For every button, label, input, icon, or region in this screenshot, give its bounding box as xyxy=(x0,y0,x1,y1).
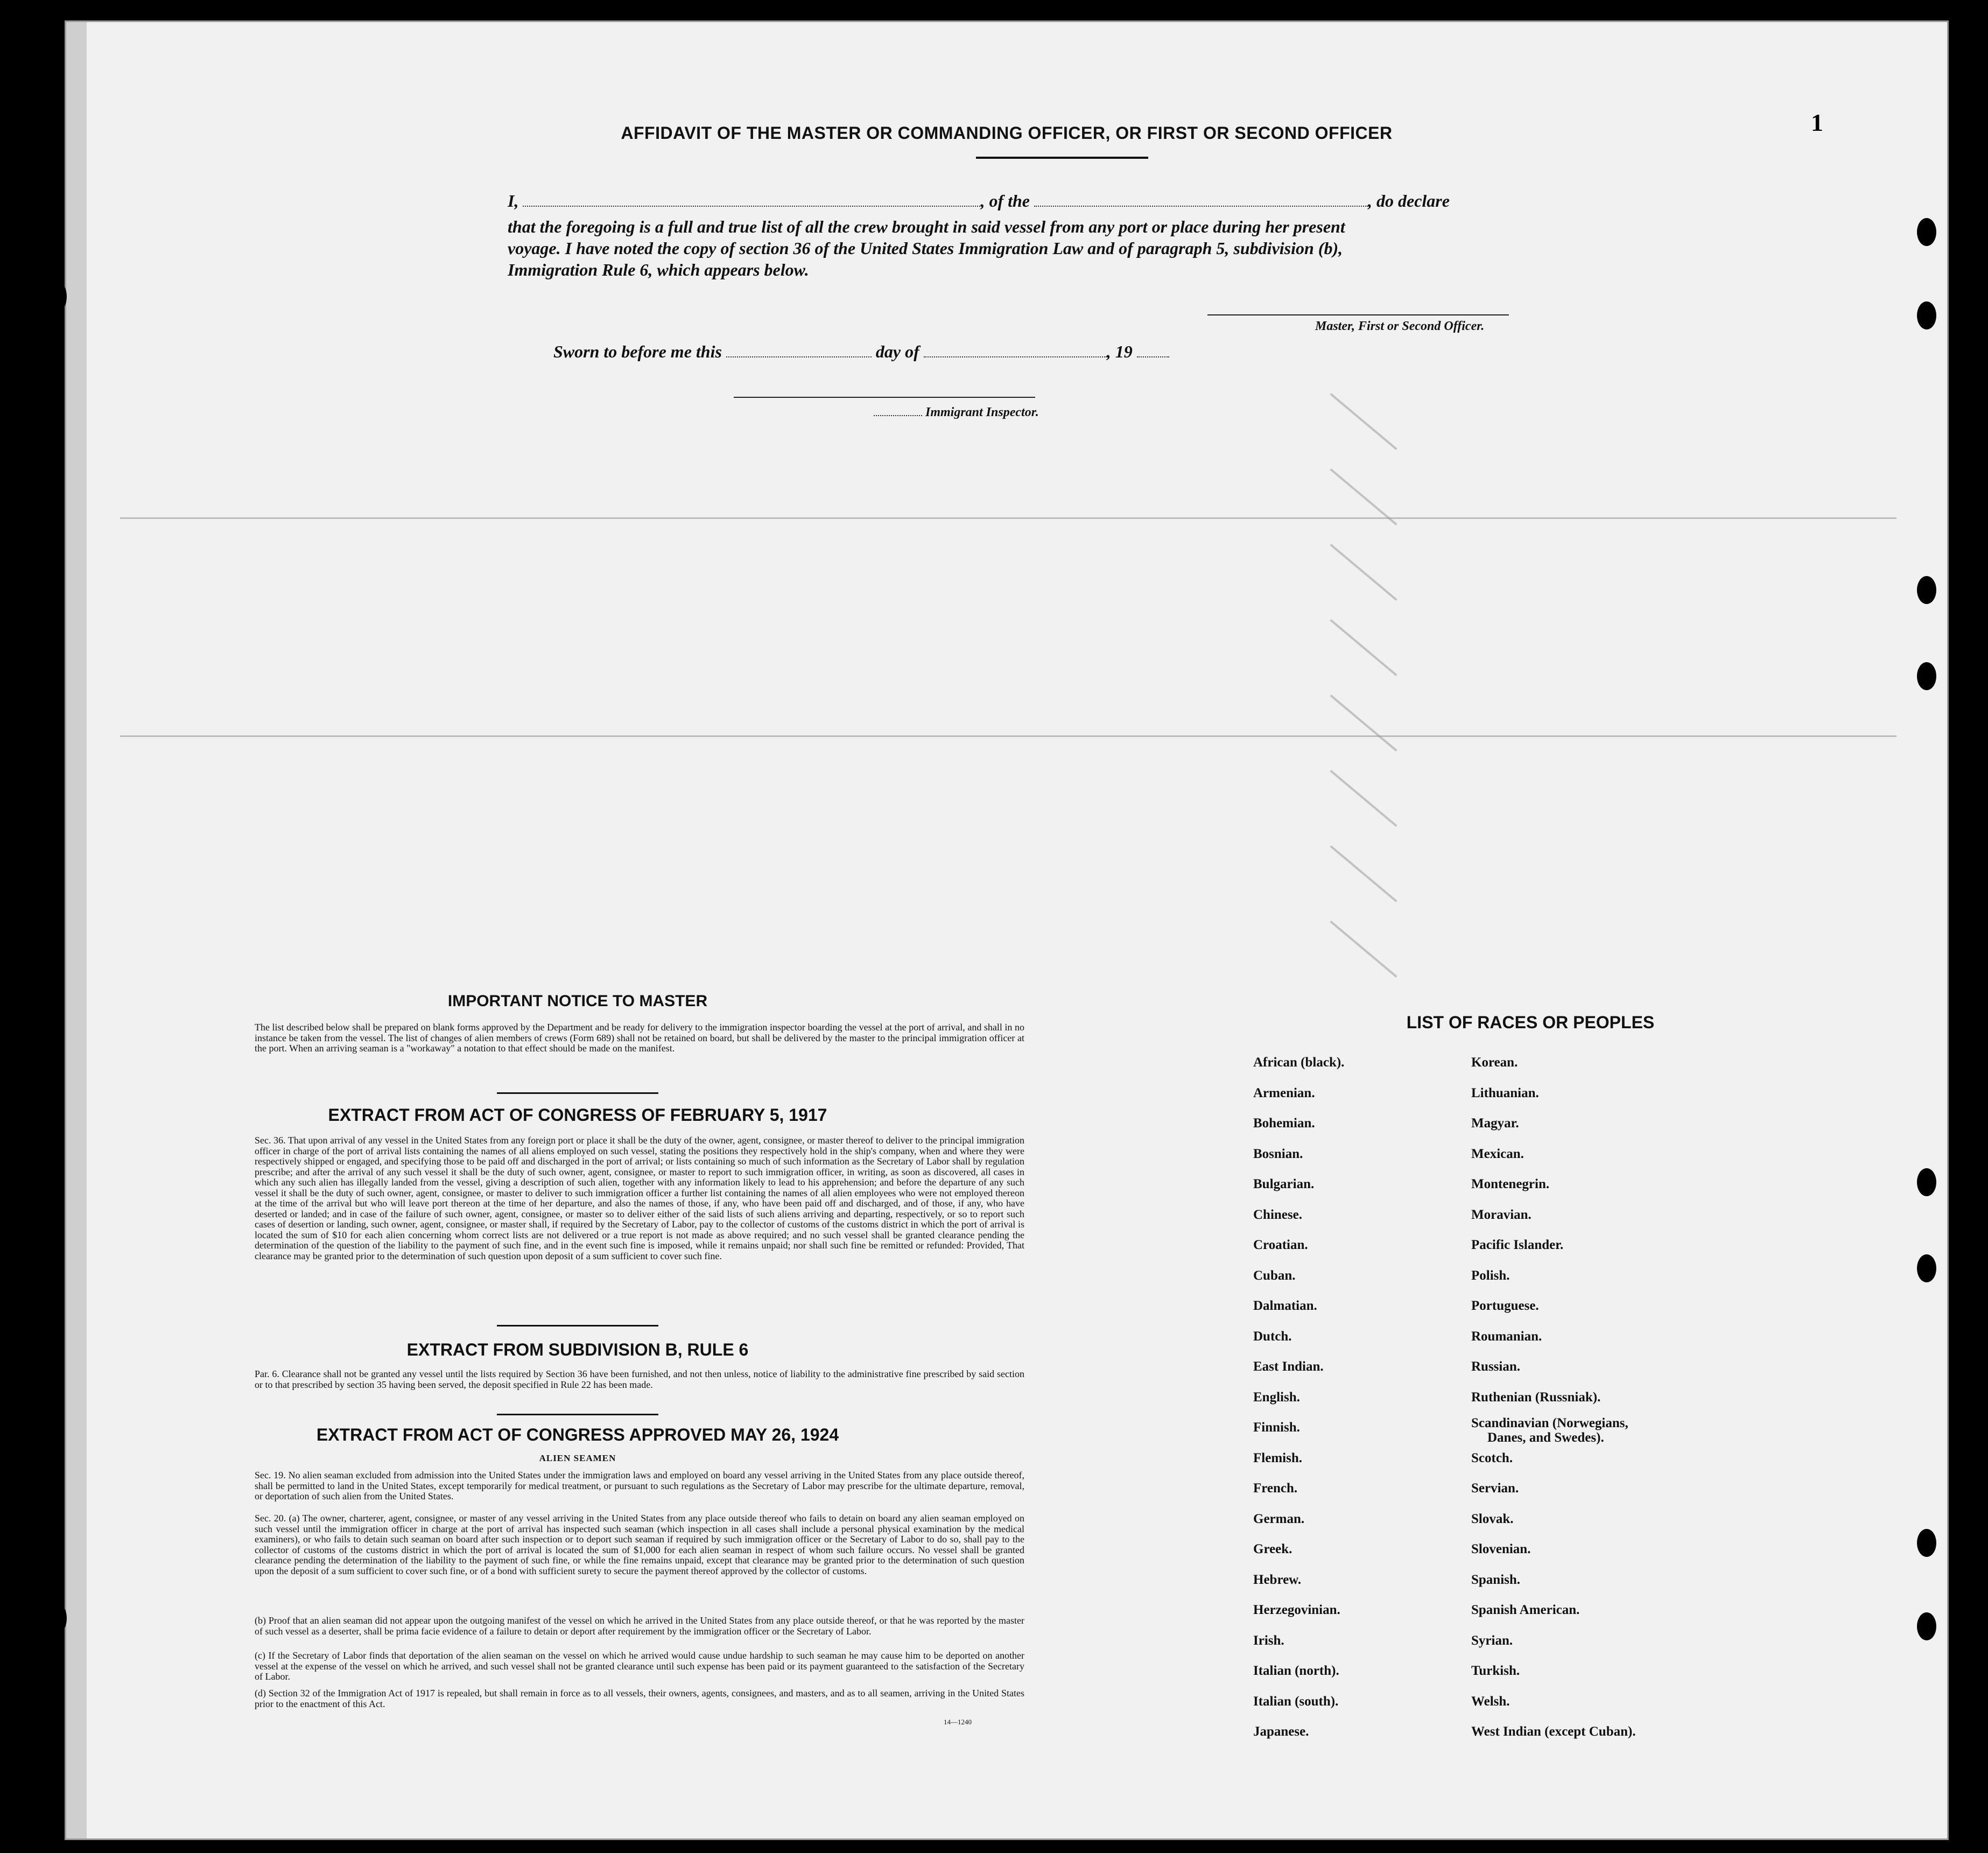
race-item: Scandinavian (Norwegians, xyxy=(1471,1416,1628,1430)
sworn-year-blank[interactable] xyxy=(1137,356,1169,357)
binder-hole xyxy=(1917,576,1936,604)
inspector-caption-blank xyxy=(874,415,922,416)
race-item: French. xyxy=(1253,1481,1298,1496)
race-item: Herzegovinian. xyxy=(1253,1603,1340,1617)
notice-title: IMPORTANT NOTICE TO MASTER xyxy=(447,992,708,1010)
race-item: Welsh. xyxy=(1471,1694,1510,1709)
extract-1917-text: Sec. 36. That upon arrival of any vessel in the United States from any foreign port or place it shall be the duty of the owner, agent, consignee, or master thereof to deliver to the principal immigration officer in charge of the port of arrival lists containing the names of all aliens employed on such vessel, stating the positions they respectively hold in the ship's company, when and where they were respectively shipped or engaged, and specifying those to be paid off and discharged in the port of arrival; or lists containing so much of such information as the Secretary of Labor shall by regulation prescribe; and after the arrival of any such vessel it shall be the duty of such owner, agent, consignee, or master to report to such immigration officer, in writing, as soon as discovered, all cases in which any such alien has illegally landed from the vessel, giving a description of such alien, together with any information likely to lead to his apprehension; and before the departure of any such vessel it shall be the duty of such owner, agent, consignee, or master to deliver to such immigration officer a further list containing the names of all alien employees who were not employed thereon at the time of the arrival but who will leave port thereon at the time of her departure, and also the names of those, if any, who have been paid off and discharged, and of those, if any, who have deserted or landed; and in case of the failure of such owner, agent, consignee, or master so to deliver either of the said lists of such aliens arriving and departing, respectively, or so to report such cases of desertion or landing, such owner, agent, consignee, or master shall, if required by the Secretary of Labor, pay to the collector of customs of the customs district in which the port of arrival is located the sum of $10 for each alien concerning whom correct lists are not delivered or a true report is not made as above required; and no such vessel shall be granted clearance pending the determination of the question of the liability to the payment of such fine, and in the event such fine is imposed, while it remains unpaid; nor shall such fine be remitted or refunded: Provided, That clearance may be granted prior to the determination of such question upon deposit of a sum sufficient to cover such fine. xyxy=(255,1135,1024,1261)
form-number: 14—1240 xyxy=(944,1718,972,1726)
manifest-sheet xyxy=(65,20,1949,1840)
race-item: Magyar. xyxy=(1471,1116,1519,1131)
rule-6-text: Par. 6. Clearance shall not be granted any vessel until the lists required by Section 36 have been furnished, and not then unless, notice of liability to the administrative fine prescribed by said section or to that prescribed by section 35 having been served, the deposit specified in Rule 22 has been made. xyxy=(255,1368,1024,1390)
race-item: Greek. xyxy=(1253,1542,1292,1556)
rule-6-rule xyxy=(497,1414,658,1415)
race-item: West Indian (except Cuban). xyxy=(1471,1724,1636,1739)
binder-hole xyxy=(52,283,67,311)
race-item: Mexican. xyxy=(1471,1147,1524,1161)
binder-hole xyxy=(1917,1612,1936,1640)
affidavit-line-4: Immigration Rule 6, which appears below. xyxy=(508,260,809,279)
race-item: English. xyxy=(1253,1390,1300,1405)
race-item: Croatian. xyxy=(1253,1238,1308,1252)
extract-1917-title: EXTRACT FROM ACT OF CONGRESS OF FEBRUARY 5, 1917 xyxy=(328,1105,827,1125)
race-item: Russian. xyxy=(1471,1359,1521,1374)
race-item: Servian. xyxy=(1471,1481,1519,1496)
race-item: Spanish. xyxy=(1471,1573,1521,1587)
alien-seamen-subtitle: ALIEN SEAMEN xyxy=(539,1453,616,1463)
extract-1917-rule xyxy=(497,1325,658,1326)
race-item: Danes, and Swedes). xyxy=(1487,1430,1604,1445)
master-signature-line[interactable] xyxy=(1207,314,1509,315)
race-item: Slovak. xyxy=(1471,1512,1514,1526)
race-item: Moravian. xyxy=(1471,1208,1532,1222)
race-item: Portuguese. xyxy=(1471,1298,1539,1313)
race-item: Bosnian. xyxy=(1253,1147,1303,1161)
sworn-month-blank[interactable] xyxy=(924,356,1107,357)
race-item: Finnish. xyxy=(1253,1420,1300,1435)
affidavit-line-1 xyxy=(508,190,1638,212)
race-item: Roumanian. xyxy=(1471,1329,1542,1344)
race-item: Ruthenian (Russniak). xyxy=(1471,1390,1601,1405)
extract-1924-title: EXTRACT FROM ACT OF CONGRESS APPROVED MAY 26, 1924 xyxy=(316,1425,839,1444)
rule-6-title: EXTRACT FROM SUBDIVISION B, RULE 6 xyxy=(406,1340,749,1359)
binder-hole xyxy=(1917,662,1936,690)
race-item: Cuban. xyxy=(1253,1268,1296,1283)
race-item: Dutch. xyxy=(1253,1329,1292,1344)
race-item: Hebrew. xyxy=(1253,1573,1302,1587)
notice-rule xyxy=(497,1092,658,1094)
extract-1924-sec19: Sec. 19. No alien seaman excluded from admission into the United States under the immigration laws and employed on board any vessel arriving in the United States from any place outside thereof, shall be permitted to land in the United States, except temporarily for medical treatment, or pursuant to such regulations as the Secretary of Labor may prescribe for the ultimate departure, removal, or deportation of such alien from the United States. xyxy=(255,1470,1024,1501)
race-item: Italian (south). xyxy=(1253,1694,1339,1709)
affidavit-title: AFFIDAVIT OF THE MASTER OR COMMANDING OFFICER, OR FIRST OR SECOND OFFICER xyxy=(621,123,1393,143)
extract-1924-sec20a: Sec. 20. (a) The owner, charterer, agent, consignee, or master of any vessel arriving in the United States from any place outside thereof who fails to detain on board any alien seaman employed on such vessel until the immigration officer in charge at the port of arrival has inspected such seaman (which inspection in all cases shall include a personal physical examination by the medical examiners), or who fails to detain such seaman on board after such inspection or to deport such seaman if required by such immigration officer or the Secretary of Labor to do so, shall pay to the collector of customs of the customs district in which the port of arrival is located the sum of $1,000 for each alien seaman in respect of whom such failure occurs. No vessel shall be granted clearance pending the determination of the liability to the payment of such fine, or while the fine remains unpaid, except that clearance may be granted prior to the determination of such question upon the deposit of a sum sufficient to cover such fine, or of a bond with sufficient surety to secure the payment thereof approved by the collector of customs. xyxy=(255,1513,1024,1576)
race-item: Italian (north). xyxy=(1253,1664,1339,1678)
race-item: Dalmatian. xyxy=(1253,1298,1317,1313)
vessel-name-blank[interactable] xyxy=(1034,206,1368,207)
binder-hole xyxy=(1917,1168,1936,1196)
bleed-through-rule xyxy=(120,735,1896,737)
race-item: Bohemian. xyxy=(1253,1116,1315,1131)
race-item: Turkish. xyxy=(1471,1664,1520,1678)
race-item: Korean. xyxy=(1471,1055,1518,1070)
affidavit-line-3: voyage. I have noted the copy of section 36 of the United States Immigration Law and of paragraph 5, subdivision (b), xyxy=(508,238,1343,258)
race-item: Slovenian. xyxy=(1471,1542,1531,1556)
race-item: Montenegrin. xyxy=(1471,1177,1550,1191)
inspector-caption-text: Immigrant Inspector. xyxy=(925,405,1039,419)
race-item: East Indian. xyxy=(1253,1359,1324,1374)
sworn-day-blank[interactable] xyxy=(726,356,872,357)
master-caption: Master, First or Second Officer. xyxy=(1315,319,1485,333)
race-item: African (black). xyxy=(1253,1055,1345,1070)
race-item: Syrian. xyxy=(1471,1633,1513,1648)
extract-1924-sec20c: (c) If the Secretary of Labor finds that deportation of the alien seaman on the vessel on which he arrived would cause undue hardship to such seaman he may cause him to be deported on another vessel at the expense of the vessel on which he arrived, and such vessel shall not be granted clearance until such expense has been paid or its payment guaranteed to the satisfaction of the Secretary of Labor. xyxy=(255,1650,1024,1682)
extract-1924-sec20d: (d) Section 32 of the Immigration Act of 1917 is repealed, but shall remain in force as to all vessels, their owners, agents, consignees, and masters, and as to all seamen, arriving in the United States prior to the enactment of this Act. xyxy=(255,1688,1024,1709)
extract-1924-sec20b: (b) Proof that an alien seaman did not appear upon the outgoing manifest of the vessel on which he arrived in the United States from any place outside thereof, or that he was reported by the master of such vessel as a deserter, shall be prima facie evidence of a failure to detain or deport after requirement by the immigration officer or the Secretary of Labor. xyxy=(255,1615,1024,1637)
officer-name-blank[interactable] xyxy=(523,206,980,207)
paper-edge xyxy=(66,22,87,1838)
race-item: Pacific Islander. xyxy=(1471,1238,1564,1252)
race-item: Bulgarian. xyxy=(1253,1177,1315,1191)
bleed-through-rule xyxy=(120,517,1896,519)
notice-text: The list described below shall be prepared on blank forms approved by the Department and be ready for delivery to the immigration inspector boarding the vessel at the port of arrival, and shall in no instance be taken from the vessel. The list of changes of alien members of crews (Form 689) shall not be retained on board, but shall be delivered by the master to the principal immigration officer at the port. When an arriving seaman is a "workaway" a notation to that effect should be made on the manifest. xyxy=(255,1022,1024,1054)
affidavit-do-declare: , do declare xyxy=(1368,191,1450,210)
inspector-signature-line[interactable] xyxy=(734,397,1035,398)
sworn-label: Sworn to before me this xyxy=(553,342,722,361)
day-of-label: day of xyxy=(875,342,919,361)
title-rule xyxy=(976,157,1148,159)
race-item: Chinese. xyxy=(1253,1208,1302,1222)
affidavit-line-2: that the foregoing is a full and true list of all the crew brought in said vessel from any port or place during her present xyxy=(508,217,1345,236)
race-item: Spanish American. xyxy=(1471,1603,1580,1617)
race-item: Flemish. xyxy=(1253,1451,1302,1465)
inspector-caption xyxy=(874,405,1039,420)
affidavit-of-the: , of the xyxy=(980,191,1030,210)
affidavit-i: I, xyxy=(508,191,519,210)
race-item: German. xyxy=(1253,1512,1305,1526)
race-item: Armenian. xyxy=(1253,1086,1315,1100)
year-label: , 19 xyxy=(1106,342,1133,361)
binder-hole xyxy=(52,1604,67,1632)
race-item: Lithuanian. xyxy=(1471,1086,1539,1100)
races-title: LIST OF RACES OR PEOPLES xyxy=(1406,1013,1655,1032)
race-item: Irish. xyxy=(1253,1633,1284,1648)
binder-hole xyxy=(1917,301,1936,329)
race-item: Scotch. xyxy=(1471,1451,1513,1465)
sworn-line xyxy=(553,341,1684,362)
race-item: Japanese. xyxy=(1253,1724,1309,1739)
binder-hole xyxy=(1917,1254,1936,1282)
binder-hole xyxy=(1917,1529,1936,1557)
race-item: Polish. xyxy=(1471,1268,1510,1283)
binder-hole xyxy=(1917,218,1936,246)
page-number: 1 xyxy=(1811,109,1823,136)
